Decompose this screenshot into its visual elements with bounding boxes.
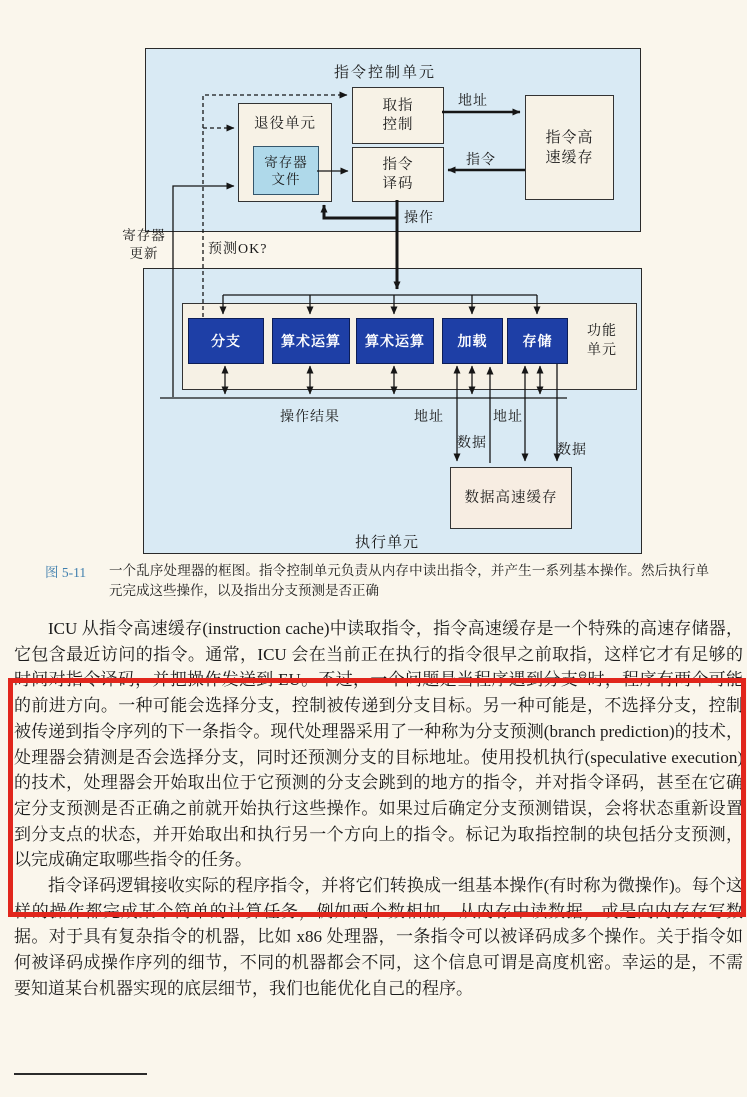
fetch-control-line1: 取指 bbox=[382, 97, 414, 114]
figure-caption-text: 一个乱序处理器的框图。指令控制单元负责从内存中读出指令，并产生一系列基本操作。然后执行单元完成这些操作，以及指出分支预测是否正确 bbox=[109, 563, 709, 598]
register-file-box bbox=[253, 146, 319, 195]
retirement-unit-label: 退役单元 bbox=[254, 116, 316, 132]
instruction-decode-line1: 指令 bbox=[382, 156, 414, 173]
figure-caption bbox=[45, 561, 713, 600]
footnote-rule bbox=[14, 1073, 147, 1075]
fetch-control-box bbox=[352, 87, 444, 144]
label-operation-results: 操作结果 bbox=[280, 410, 340, 425]
footnote-marker: ⊖ bbox=[578, 669, 588, 682]
label-functional-units-line1: 功能 bbox=[587, 324, 617, 339]
label-address-load: 地址 bbox=[414, 410, 444, 425]
instruction-decode-line2: 译码 bbox=[382, 175, 414, 192]
icu-panel-title: 指令控制单元 bbox=[333, 65, 436, 81]
paragraph-1-part1: ICU 从指令高速缓存(instruction cache)中读取指令，指令高速缓存是一个特殊的高速存储器，它包含最近访问的指令。通常，ICU 会在当前正在执行的指令很早之前取指，这样它才有足够的时间对指令译码，并把操作发送到 EU。不过，一个问题是当程序遇到分支 bbox=[14, 619, 743, 690]
label-operations: 操作 bbox=[404, 211, 434, 226]
register-file-line1: 寄存器 bbox=[264, 154, 308, 170]
figure-number: 图 5-11 bbox=[45, 565, 87, 580]
label-prediction-ok: 预测OK? bbox=[208, 242, 268, 257]
fetch-control-line2: 控制 bbox=[382, 116, 414, 133]
paragraph-2: 指令译码逻辑接收实际的程序指令，并将它们转换成一组基本操作(有时称为微操作)。每个这样的操作都完成某个简单的计算任务，例如两个数相加，从内存中读数据，或是向内存存写数据。对于具有复杂指令的机器，比如 x86 处理器，一条指令可以被译码成多个操作。关于指令如何被译码成操作序列的细节，不同的机器都会不同，这个信息可谓是高度机密。幸运的是，不需要知道某台机器实现的底层细节，我们也能优化自己的程序。 bbox=[14, 876, 743, 998]
data-cache-label: 数据高速缓存 bbox=[464, 490, 558, 506]
label-functional-units bbox=[579, 322, 625, 360]
unit-arith2: 算术运算 bbox=[356, 318, 434, 364]
unit-branch: 分支 bbox=[188, 318, 264, 364]
unit-load: 加载 bbox=[442, 318, 503, 364]
label-register-update bbox=[118, 227, 170, 263]
label-data-load: 数据 bbox=[457, 436, 487, 451]
label-instruction: 指令 bbox=[466, 153, 496, 168]
highlight-box bbox=[8, 678, 746, 917]
instruction-decode-box bbox=[352, 147, 444, 202]
instruction-cache-box bbox=[525, 95, 614, 200]
unit-store: 存储 bbox=[507, 318, 568, 364]
register-file-line2: 文件 bbox=[271, 171, 301, 187]
instruction-cache-line1: 指令高 bbox=[545, 129, 594, 146]
label-data-store: 数据 bbox=[557, 443, 587, 458]
label-execution-unit: 执行单元 bbox=[354, 535, 419, 551]
label-address-store: 地址 bbox=[493, 410, 523, 425]
paragraph-1-part2: 时，程序有两个可能的前进方向。一种可能会选择分支，控制被传递到分支目标。另一种可能是，不选择分支，控制被传递到指令序列的下一条指令。现代处理器采用了一种称为分支预测(branch prediction)的技术，处理器会猜测是否会选择分支，同时还预测分支的目标地址。使用投机执行(speculative execution)的技术，处理器会开始取出位于它预测的分支会跳到的地方的指令，并对指令译码，甚至在它确定分支预测是否正确之前就开始执行这些操作。如果过后确定分支预测错误，会将状态重新设置到分支点的状态，并开始取出和执行另一个方向上的指令。标记为取指控制的块包括分支预测，以完成确定取哪些指令的任务。 bbox=[14, 670, 743, 870]
data-cache-box bbox=[450, 467, 572, 529]
label-address-top: 地址 bbox=[458, 94, 488, 109]
label-register-update-line1: 寄存器 bbox=[122, 228, 166, 243]
instruction-cache-line2: 速缓存 bbox=[545, 149, 594, 166]
unit-arith1: 算术运算 bbox=[272, 318, 350, 364]
label-register-update-line2: 更新 bbox=[129, 246, 159, 261]
label-functional-units-line2: 单元 bbox=[587, 343, 617, 358]
